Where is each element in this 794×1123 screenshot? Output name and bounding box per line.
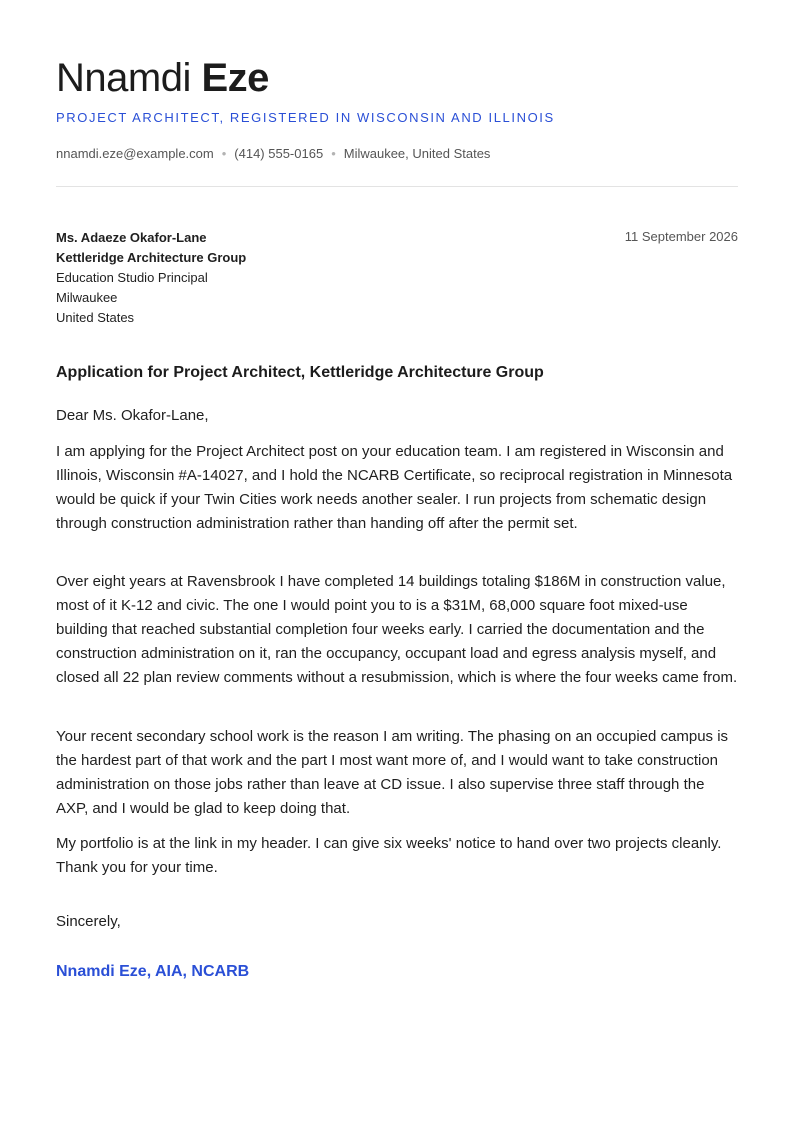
recipient-city: Milwaukee xyxy=(56,290,118,305)
body-paragraph: Over eight years at Ravensbrook I have completed 14 buildings totaling $186M in construction value, most of it K-12 and civic. The one I would point you to is a $31M, 68,000 square foot mixed-use building that reached substantial completion four weeks early. I carried the documentation and the construction administration on it, ran the occupancy, occupant load and egress analysis myself, and closed all 22 plan review comments without a resubmission, which is where the four weeks came from. xyxy=(56,573,738,686)
professional-headline: PROJECT ARCHITECT, REGISTERED IN WISCONSIN AND ILLINOIS xyxy=(56,110,555,125)
body-paragraph: My portfolio is at the link in my header. I can give six weeks' notice to hand over two projects cleanly. Thank you for your time. xyxy=(56,835,722,876)
body-paragraph: Your recent secondary school work is the reason I am writing. The phasing on an occupied campus is the hardest part of that work and the part I most want more of, and I would want to take construction administration on those jobs rather than leave at CD issue. I also supervise three staff through the AXP, and I would be glad to keep doing that. xyxy=(56,728,729,817)
contact-location: Milwaukee, United States xyxy=(343,146,491,161)
signature: Nnamdi Eze, AIA, NCARB xyxy=(56,963,250,980)
first-name: Nnamdi xyxy=(56,56,191,100)
letter-subject: Application for Project Architect, Kettleridge Architecture Group xyxy=(56,364,544,381)
header-divider xyxy=(56,186,738,187)
salutation: Dear Ms. Okafor-Lane, xyxy=(56,407,209,424)
applicant-name xyxy=(56,54,269,102)
recipient-company: Kettleridge Architecture Group xyxy=(56,250,247,265)
body-paragraph: I am applying for the Project Architect post on your education team. I am registered in Wisconsin and Illinois, Wisconsin #A-14027, and I hold the NCARB Certificate, so reciprocal registration in Minnesota would be quick if your Twin Cities work needs another sealer. I run projects from schematic design through construction administration rather than handing off after the permit set. xyxy=(56,443,733,532)
contact-email: nnamdi.eze@example.com xyxy=(56,146,214,161)
letter-date: 11 September 2026 xyxy=(624,229,738,244)
last-name: Eze xyxy=(201,56,269,100)
contact-phone: (414) 555-0165 xyxy=(234,146,324,161)
recipient-block xyxy=(56,228,246,328)
contact-line xyxy=(56,146,490,162)
contact-separator: • xyxy=(221,146,227,161)
recipient-country: United States xyxy=(56,310,135,325)
recipient-name: Ms. Adaeze Okafor-Lane xyxy=(56,230,207,245)
recipient-title: Education Studio Principal xyxy=(56,270,208,285)
contact-separator: • xyxy=(331,146,336,161)
closing: Sincerely, xyxy=(56,913,121,930)
